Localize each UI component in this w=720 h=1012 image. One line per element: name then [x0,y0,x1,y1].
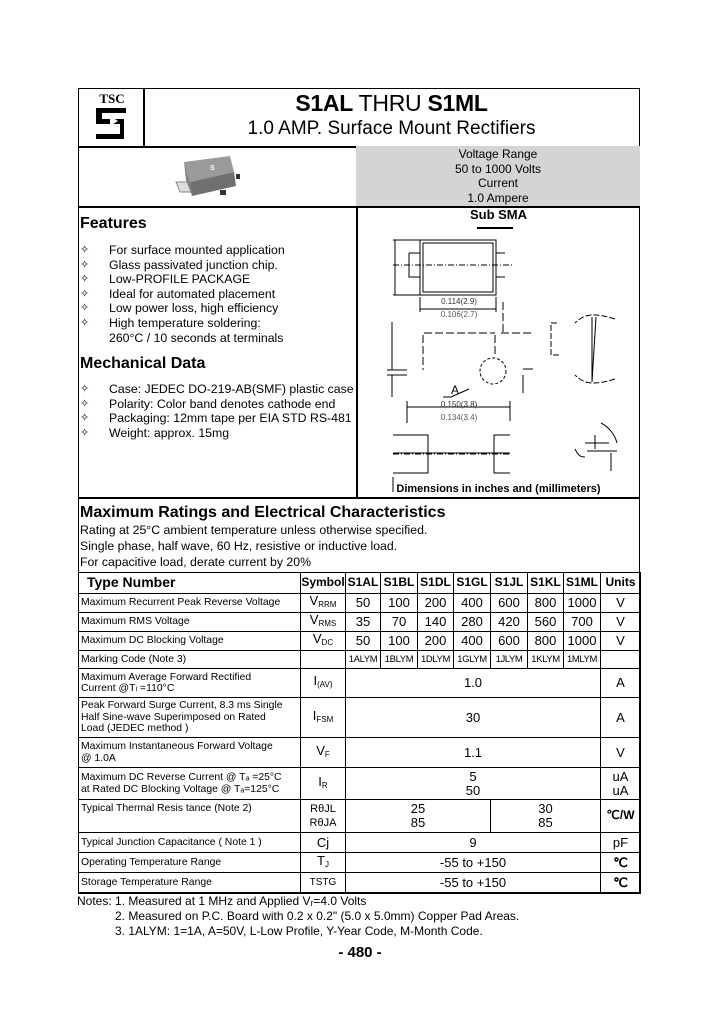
header-part: S1GL [454,573,491,594]
symbol: V [309,612,319,628]
mechanical-text: Packaging: 12mm tape per EIA STD RS-481 [109,411,352,426]
list-item [80,382,354,397]
value-cell: 200 [418,632,454,651]
symbol: V [316,742,325,758]
marking-cell: 1JLYM [491,651,528,669]
value-cell: 400 [454,594,491,613]
header-units: Units [601,573,641,594]
symbol: I [318,773,322,789]
mechanical-text: Polarity: Color band denotes cathode end [109,396,336,411]
detail-a-label: A [451,383,460,397]
list-item [80,272,285,287]
value-cell: 420 [491,613,528,632]
symbol-cell [301,613,346,632]
features-list [80,243,285,345]
value-line: 50 [465,782,481,798]
bullet-icon: ✧ [80,244,90,256]
list-item [80,287,285,302]
mechanical-text: Weight: approx. 15mg [109,425,230,440]
value-cell: 100 [381,632,418,651]
mechanical-text: Case: JEDEC DO-219-AB(SMF) plastic case [109,382,354,396]
bullet-icon: ✧ [80,258,90,271]
bullet-icon: ✧ [80,426,90,439]
table-row [79,873,641,894]
symbol-cell [301,594,346,613]
value-cell: 560 [528,613,564,632]
diagram-caption: Dimensions in inches and (millimeters) [396,483,601,495]
bullet-icon: ✧ [80,316,90,329]
param-label: Storage Temperature Range [79,873,301,894]
value-cell: 600 [491,594,528,613]
package-image [170,152,270,204]
part-to: S1ML [427,90,488,116]
unit-cell: ℃ [601,853,641,873]
symbol: RθJA [309,817,337,829]
value-cell: 400 [454,632,491,651]
header-symbol: Symbol [301,573,346,594]
ratings-heading: Maximum Ratings and Electrical Characteristics [80,504,446,521]
table-header-row [79,573,641,594]
param-label [79,738,301,768]
table-row [79,632,641,651]
page-title [143,88,640,146]
marking-cell: 1GLYM [454,651,491,669]
list-item [80,411,354,426]
divider [78,497,640,499]
thru-text: THRU [352,90,428,116]
unit-cell: A [601,698,641,738]
voltage-range-label: Voltage Range [458,147,538,161]
list-item [80,243,285,258]
list-item [80,316,285,331]
value-cell: 1.0 [346,669,601,698]
label-line: at Rated DC Blocking Voltage @ Tₐ=125°C [81,783,280,795]
value-line: 5 [469,768,477,784]
unit-cell: A [601,669,641,698]
param-label [79,698,301,738]
ratings-note: Single phase, half wave, 60 Hz, resistive or inductive load. [80,539,398,553]
table-row [79,768,641,800]
label-line: Maximum DC Reverse Current @ Tₐ =25°C [81,772,282,783]
bullet-icon: ✧ [80,412,90,425]
feature-text: Low power loss, high efficiency [109,301,279,316]
table-row [79,669,641,698]
unit-cell: V [601,594,641,613]
param-label: Typical Thermal Resis tance (Note 2) [79,800,301,833]
table-row [79,651,641,669]
unit-line: uA [612,768,629,784]
label-line: Maximum Average Forward Rectified [81,671,252,683]
note-3: 3. 1ALYM: 1=1A, A=50V, L-Low Profile, Y-Year Code, M-Month Code. [115,924,483,938]
param-label [79,669,301,698]
label-line: Maximum Instantaneous Forward Voltage [81,741,273,752]
symbol-sub: F [324,749,330,759]
label-line: Current @Tₗ =110°C [81,683,175,694]
value-line: 25 [410,801,426,816]
label-line: Peak Forward Surge Current, 8.3 ms Single [81,700,283,712]
symbol-cell: TSTG [301,873,346,894]
dim-length-max: 0.150(3.8) [440,400,478,409]
value-cell: 800 [528,594,564,613]
param-label: Maximum RMS Voltage [79,613,301,632]
current-value: 1.0 Ampere [467,190,529,205]
value-line: 30 [538,801,553,816]
unit-line: uA [612,782,629,798]
table-row [79,800,641,833]
symbol: T [317,852,325,868]
feature-text: Low-PROFILE PACKAGE [109,272,251,287]
value-cell: 100 [381,594,418,613]
current-label: Current [477,176,518,190]
symbol-sub: FSM [316,714,334,724]
value-cell [346,800,491,833]
value-cell: 9 [346,833,601,853]
symbol: RθJL [310,803,336,815]
symbol-cell [301,800,346,833]
note-1: Notes: 1. Measured at 1 MHz and Applied Vᵣ=4.0 Volts [77,894,367,908]
value-cell: 800 [528,632,564,651]
unit-cell: V [601,632,641,651]
label-line: Load (JEDEC method ) [81,723,189,735]
value-cell [346,768,601,800]
unit-cell: ℃/W [601,800,641,833]
dim-width-max: 0.114(2.9) [441,297,477,306]
table-row [79,833,641,853]
note-2: 2. Measured on P.C. Board with 0.2 x 0.2" (5.0 x 5.0mm) Copper Pad Areas. [115,909,520,923]
subtitle: 1.0 AMP. Surface Mount Rectifiers [247,118,536,139]
symbol-sub: J [324,859,329,869]
feature-text: Glass passivated junction chip. [109,257,278,272]
tsc-logo [90,90,134,144]
dim-length-min: 0.134(3.4) [440,413,478,422]
value-cell [491,800,601,833]
list-item [80,258,285,273]
feature-text: 260°C / 10 seconds at terminals [109,330,284,345]
table-row [79,594,641,613]
list-item [80,397,354,412]
value-cell: 50 [346,594,381,613]
symbol-cell [301,651,346,669]
feature-text: For surface mounted application [109,243,285,257]
package-diagram [357,207,640,497]
page-number: - 480 - [338,944,382,961]
header-part: S1AL [346,573,381,594]
unit-cell: ℃ [601,873,641,894]
list-item [80,301,285,316]
symbol-sub: DC [321,638,334,648]
value-cell: 140 [418,613,454,632]
value-line: 85 [410,815,426,830]
label-line: Half Sine-wave Superimposed on Rated [81,711,266,723]
marking-cell: 1ALYM [346,651,381,669]
param-label: Marking Code (Note 3) [79,651,301,669]
symbol-cell [301,669,346,698]
bullet-icon: ✧ [80,302,90,315]
table-row [79,853,641,873]
unit-cell [601,651,641,669]
feature-text: High temperature soldering: [109,315,261,330]
symbol-cell [301,632,346,651]
symbol-cell: Cj [301,833,346,853]
spec-box [356,146,640,206]
table-row [79,613,641,632]
feature-text: Ideal for automated placement [109,286,276,301]
symbol: V [312,631,322,647]
svg-text:S: S [210,165,215,172]
value-cell: 1.1 [346,738,601,768]
ratings-note: For capacitive load, derate current by 20% [80,555,312,569]
unit-cell: V [601,738,641,768]
value-cell: 280 [454,613,491,632]
symbol-cell [301,853,346,873]
diagram-title: Sub SMA [469,207,528,222]
marking-cell: 1KLYM [528,651,564,669]
value-cell: 700 [564,613,601,632]
value-cell: 1000 [564,632,601,651]
symbol-sub: RRM [318,600,337,610]
ratings-table [78,572,641,894]
dim-width-min: 0.106(2.7) [440,310,478,319]
unit-cell: V [601,613,641,632]
list-item [80,331,285,346]
ratings-section [80,503,445,570]
param-label: Maximum DC Blocking Voltage [79,632,301,651]
bullet-icon: ✧ [80,383,90,395]
marking-cell: 1BLYM [381,651,418,669]
header-part: S1KL [528,573,564,594]
value-cell: 35 [346,613,381,632]
list-item [80,426,354,441]
symbol-sub: (AV) [317,680,333,690]
value-cell: -55 to +150 [346,853,601,873]
header-type-number: Type Number [79,573,301,594]
value-cell: 30 [346,698,601,738]
svg-text:TSC: TSC [99,91,125,106]
bullet-icon: ✧ [80,397,90,410]
symbol-cell [301,738,346,768]
header-part: S1DL [418,573,454,594]
unit-cell [601,768,641,800]
table-row [79,738,641,768]
symbol: I [313,673,318,689]
symbol-sub: RMS [318,619,337,629]
value-line: 85 [538,815,553,830]
unit-cell: pF [601,833,641,853]
bullet-icon: ✧ [80,287,90,300]
header-part: S1ML [564,573,601,594]
part-from: S1AL [295,90,353,116]
param-label: Maximum Recurrent Peak Reverse Voltage [79,594,301,613]
symbol-cell [301,698,346,738]
value-cell: 50 [346,632,381,651]
marking-cell: 1DLYM [418,651,454,669]
features-heading: Features [80,215,147,232]
param-label: Typical Junction Capacitance ( Note 1 ) [79,833,301,853]
value-cell: 1000 [564,594,601,613]
symbol-sub: R [321,780,328,790]
value-cell: 200 [418,594,454,613]
mechanical-heading: Mechanical Data [80,355,206,372]
ratings-note: Rating at 25°C ambient temperature unless otherwise specified. [80,523,428,537]
bullet-icon: ✧ [80,273,90,286]
param-label: Operating Temperature Range [79,853,301,873]
param-label [79,768,301,800]
voltage-range-value: 50 to 1000 Volts [454,161,542,176]
value-cell: 70 [381,613,418,632]
header-part: S1BL [381,573,418,594]
symbol: I [312,707,317,723]
mechanical-list [80,382,354,440]
label-line: @ 1.0A [81,752,116,764]
value-cell: -55 to +150 [346,873,601,894]
symbol-cell [301,768,346,800]
header-part: S1JL [491,573,528,594]
notes [77,894,519,939]
table-row [79,698,641,738]
value-cell: 600 [491,632,528,651]
marking-cell: 1MLYM [564,651,601,669]
symbol: V [309,593,319,609]
